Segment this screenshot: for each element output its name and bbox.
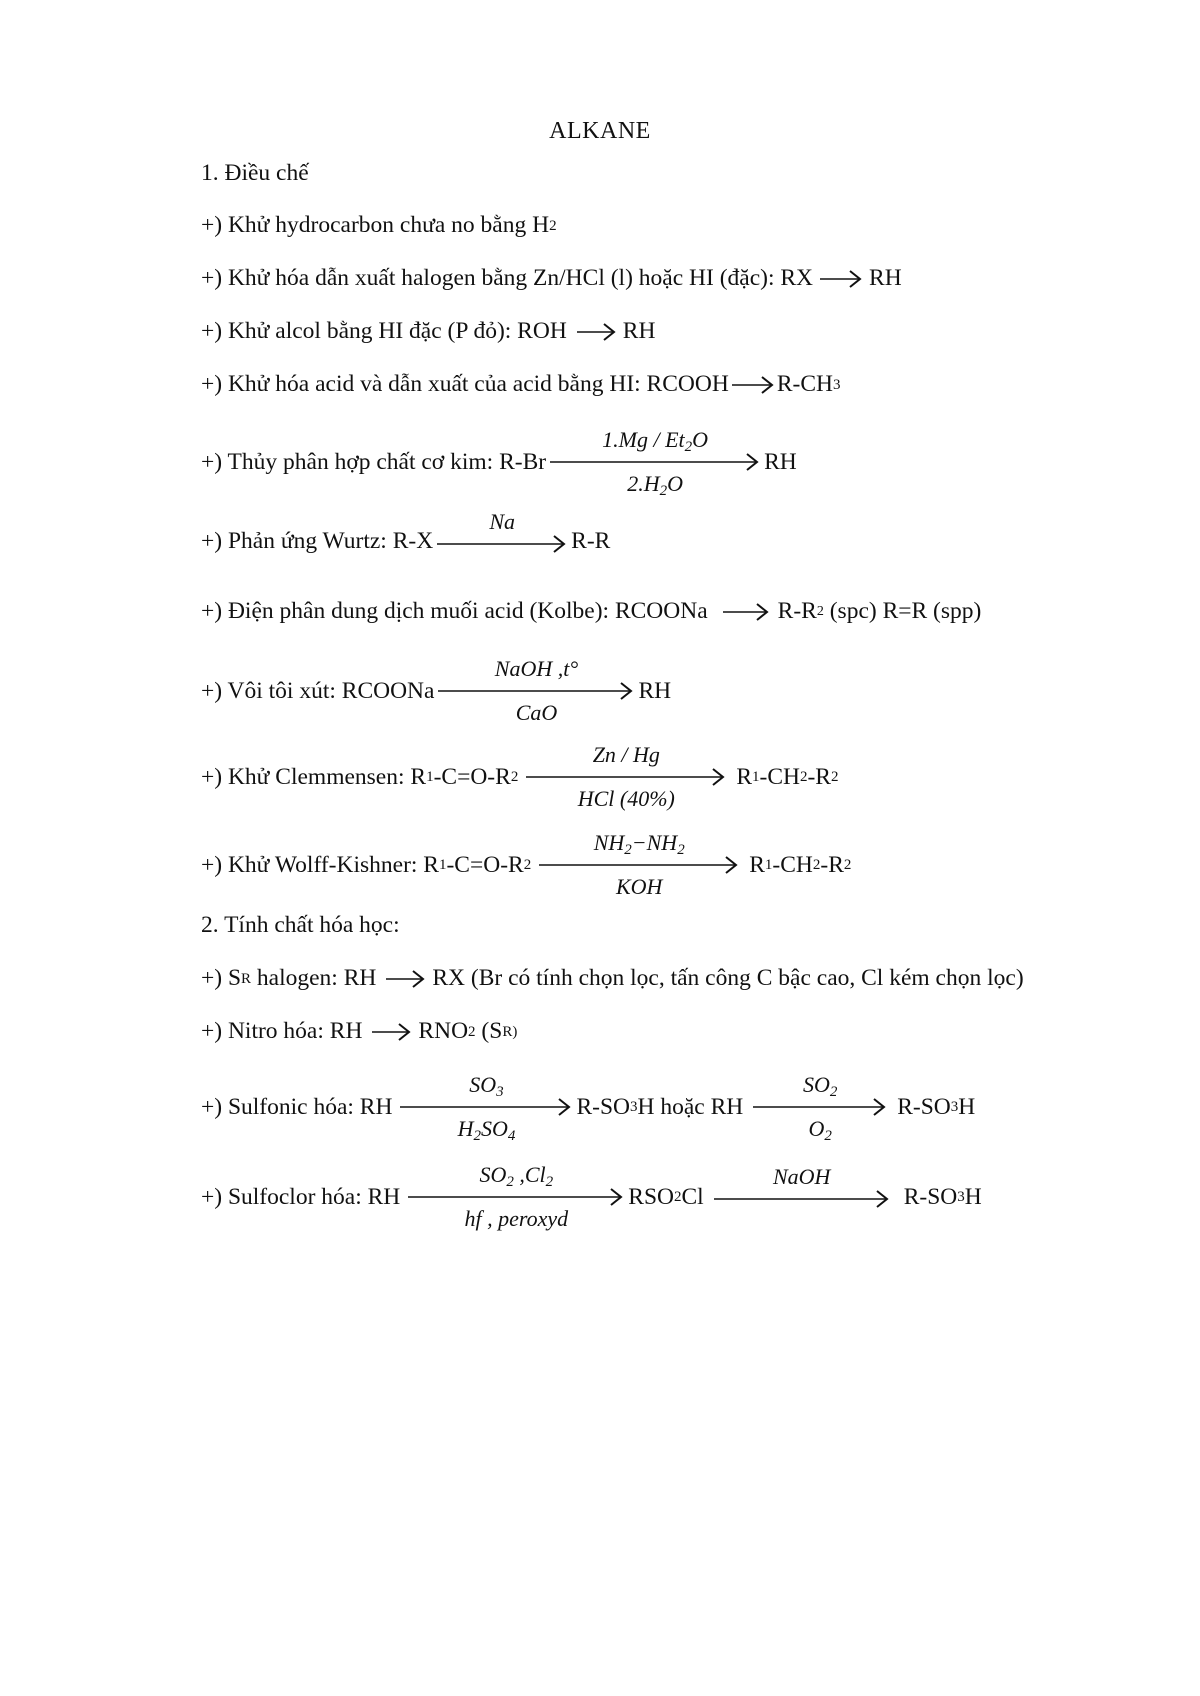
line-text: +) Sulfoclor hóa: RH [201, 1183, 401, 1210]
product-text: Cl [681, 1183, 704, 1210]
reagent-bottom: KOH [615, 874, 663, 899]
line-text: +) Điện phân dung dịch muối acid (Kolbe): RCOONa [201, 598, 708, 624]
product-text: R-R [777, 598, 817, 624]
reagent-bottom: hf , peroxyd [464, 1206, 569, 1231]
product-text: RNO [418, 1018, 469, 1044]
line-3 [201, 318, 655, 345]
product-text: -R [820, 851, 844, 878]
reaction-arrow-icon [368, 1022, 412, 1042]
product-text: -R [807, 763, 831, 790]
reaction-arrow-with-conditions [438, 656, 634, 726]
line-12: +) Nitro hóa: RH RNO 2 (S R) [201, 1018, 518, 1044]
product-text: H [958, 1093, 976, 1120]
reaction-arrow-with-conditions [714, 1164, 890, 1208]
reaction-arrow-with-conditions [400, 1072, 572, 1142]
line-4: +) Khử hóa acid và dẫn xuất của acid bằng HI: RCOOH R-CH 3 [201, 371, 841, 397]
line-5 [201, 427, 797, 497]
line-text: +) Khử hydrocarbon chưa no bằng H [201, 212, 550, 238]
reagent-top: Zn / Hg [592, 742, 660, 767]
section-heading-1 [201, 160, 309, 187]
reagent-top: $SO_2$ [803, 1072, 838, 1100]
reaction-arrow-with-conditions [526, 742, 726, 812]
line-text: +) S [201, 965, 242, 991]
product-text: -CH [759, 763, 800, 790]
product-text: RSO [628, 1183, 674, 1210]
reaction-arrow-icon [722, 602, 770, 622]
line-text: -C=O-R [446, 851, 524, 878]
line-text: +) Khử hóa acid và dẫn xuất của acid bằng HI: RCOOH [201, 371, 729, 397]
reagent-top: NaOH [772, 1164, 831, 1189]
line-text: +) Nitro hóa: RH [201, 1018, 363, 1044]
reagent-bottom: HCl (40%) [577, 786, 675, 811]
section-heading-2 [201, 912, 400, 939]
reagent-top: $NH_2-NH_2$ [593, 830, 685, 858]
product-text: RH [622, 318, 656, 344]
product-text: RH [638, 677, 672, 704]
reaction-arrow-with-conditions [539, 830, 739, 900]
line-text: +) Thủy phân hợp chất cơ kim: R-Br [201, 448, 547, 475]
line-text: +) Vôi tôi xút: RCOONa [201, 677, 435, 704]
product-text: RH [764, 448, 797, 475]
section-heading-text: 1. Điều chế [201, 160, 309, 186]
line-13: +) Sulfonic hóa: RH $SO_3$ $H_2SO_4$ R-SO 3 H hoặc RH $SO_2$ $O_2$ R-SO 3 H [201, 1072, 976, 1144]
reaction-arrow-icon [437, 535, 567, 553]
line-text: +) Khử Wolff-Kishner: R [201, 851, 439, 878]
line-10: +) Khử Wolff-Kishner: R 1 -C=O-R 2 $NH_2-NH_2$ KOH R 1 -CH 2 -R 2 [201, 830, 852, 899]
product-text: RX (Br có tính chọn lọc, tấn công C bậc cao, Cl kém chọn lọc) [432, 965, 1024, 991]
reagent-bottom: $2.H_2O$ [627, 471, 683, 499]
reaction-arrow-icon [573, 322, 617, 342]
line-text: -C=O-R [433, 763, 511, 790]
line-text: +) Phản ứng Wurtz: R-X [201, 528, 434, 554]
product-text: R-SO [903, 1183, 958, 1210]
reaction-arrow-with-conditions [550, 427, 760, 497]
reaction-arrow-icon [539, 856, 739, 874]
line-2 [201, 265, 902, 292]
line-8 [201, 656, 671, 726]
reaction-arrow-icon [714, 1190, 890, 1208]
reagent-top: $1.Mg / Et_2O$ [602, 427, 709, 455]
reagent-bottom: CaO [515, 700, 558, 725]
reaction-arrow-icon [819, 269, 863, 289]
product-text: R [749, 851, 765, 878]
reagent-top: $SO_3$ [469, 1072, 504, 1100]
product-text: (S [475, 1018, 503, 1044]
product-text: R [736, 763, 752, 790]
product-text: R-SO [897, 1093, 951, 1120]
line-text: +) Khử Clemmensen: R [201, 763, 427, 790]
reagent-bottom: $O_2$ [808, 1116, 832, 1144]
product-note: (spc) R=R (spp) [823, 598, 982, 624]
reaction-arrow-icon [438, 682, 634, 700]
reagent-top: NaOH ,t° [494, 656, 579, 681]
reaction-arrow-icon [526, 768, 726, 786]
line-1: +) Khử hydrocarbon chưa no bằng H 2 [201, 212, 557, 238]
reaction-arrow-icon [550, 453, 760, 471]
product-text: H hoặc RH [637, 1093, 744, 1120]
reaction-arrow-with-conditions [753, 1072, 887, 1142]
line-14: +) Sulfoclor hóa: RH $SO_2$ $,Cl_2$ hf , peroxyd RSO 2 Cl NaOH R-SO 3 H [201, 1162, 982, 1231]
reaction-arrow-icon [382, 969, 426, 989]
reaction-arrow-icon [408, 1188, 624, 1206]
reagent-bottom: $H_2SO_4$ [457, 1116, 516, 1144]
product-text: R-CH [776, 371, 833, 397]
reagent-top: Na [489, 508, 516, 534]
reagent-top: $SO_2$ $,Cl_2$ [479, 1162, 554, 1190]
product-text: RH [869, 265, 902, 291]
reaction-arrow-icon [400, 1098, 572, 1116]
line-9: +) Khử Clemmensen: R 1 -C=O-R 2 Zn / Hg HCl (40%) R 1 -CH 2 -R 2 [201, 742, 839, 811]
line-7: +) Điện phân dung dịch muối acid (Kolbe): RCOONa R-R 2 (spc) R=R (spp) [201, 598, 982, 624]
line-6 [201, 508, 611, 555]
line-text: halogen: RH [251, 965, 377, 991]
reaction-arrow-icon [753, 1098, 887, 1116]
reaction-arrow-icon [731, 375, 775, 395]
line-11: +) S R halogen: RH RX (Br có tính chọn lọc, tấn công C bậc cao, Cl kém chọn lọc) [201, 965, 1024, 991]
product-text: -CH [772, 851, 813, 878]
product-text: H [964, 1183, 982, 1210]
section-heading-text: 2. Tính chất hóa học: [201, 912, 400, 938]
page-title: ALKANE [549, 118, 651, 144]
line-text: +) Khử hóa dẫn xuất halogen bằng Zn/HCl (l) hoặc HI (đặc): RX [201, 265, 814, 291]
line-text: +) Sulfonic hóa: RH [201, 1093, 393, 1120]
line-text: +) Khử alcol bằng HI đặc (P đỏ): ROH [201, 318, 567, 344]
product-text: R-SO [576, 1093, 630, 1120]
product-text: R-R [571, 528, 611, 554]
reaction-arrow-with-conditions [408, 1162, 624, 1232]
reaction-arrow-with-conditions [437, 509, 567, 553]
